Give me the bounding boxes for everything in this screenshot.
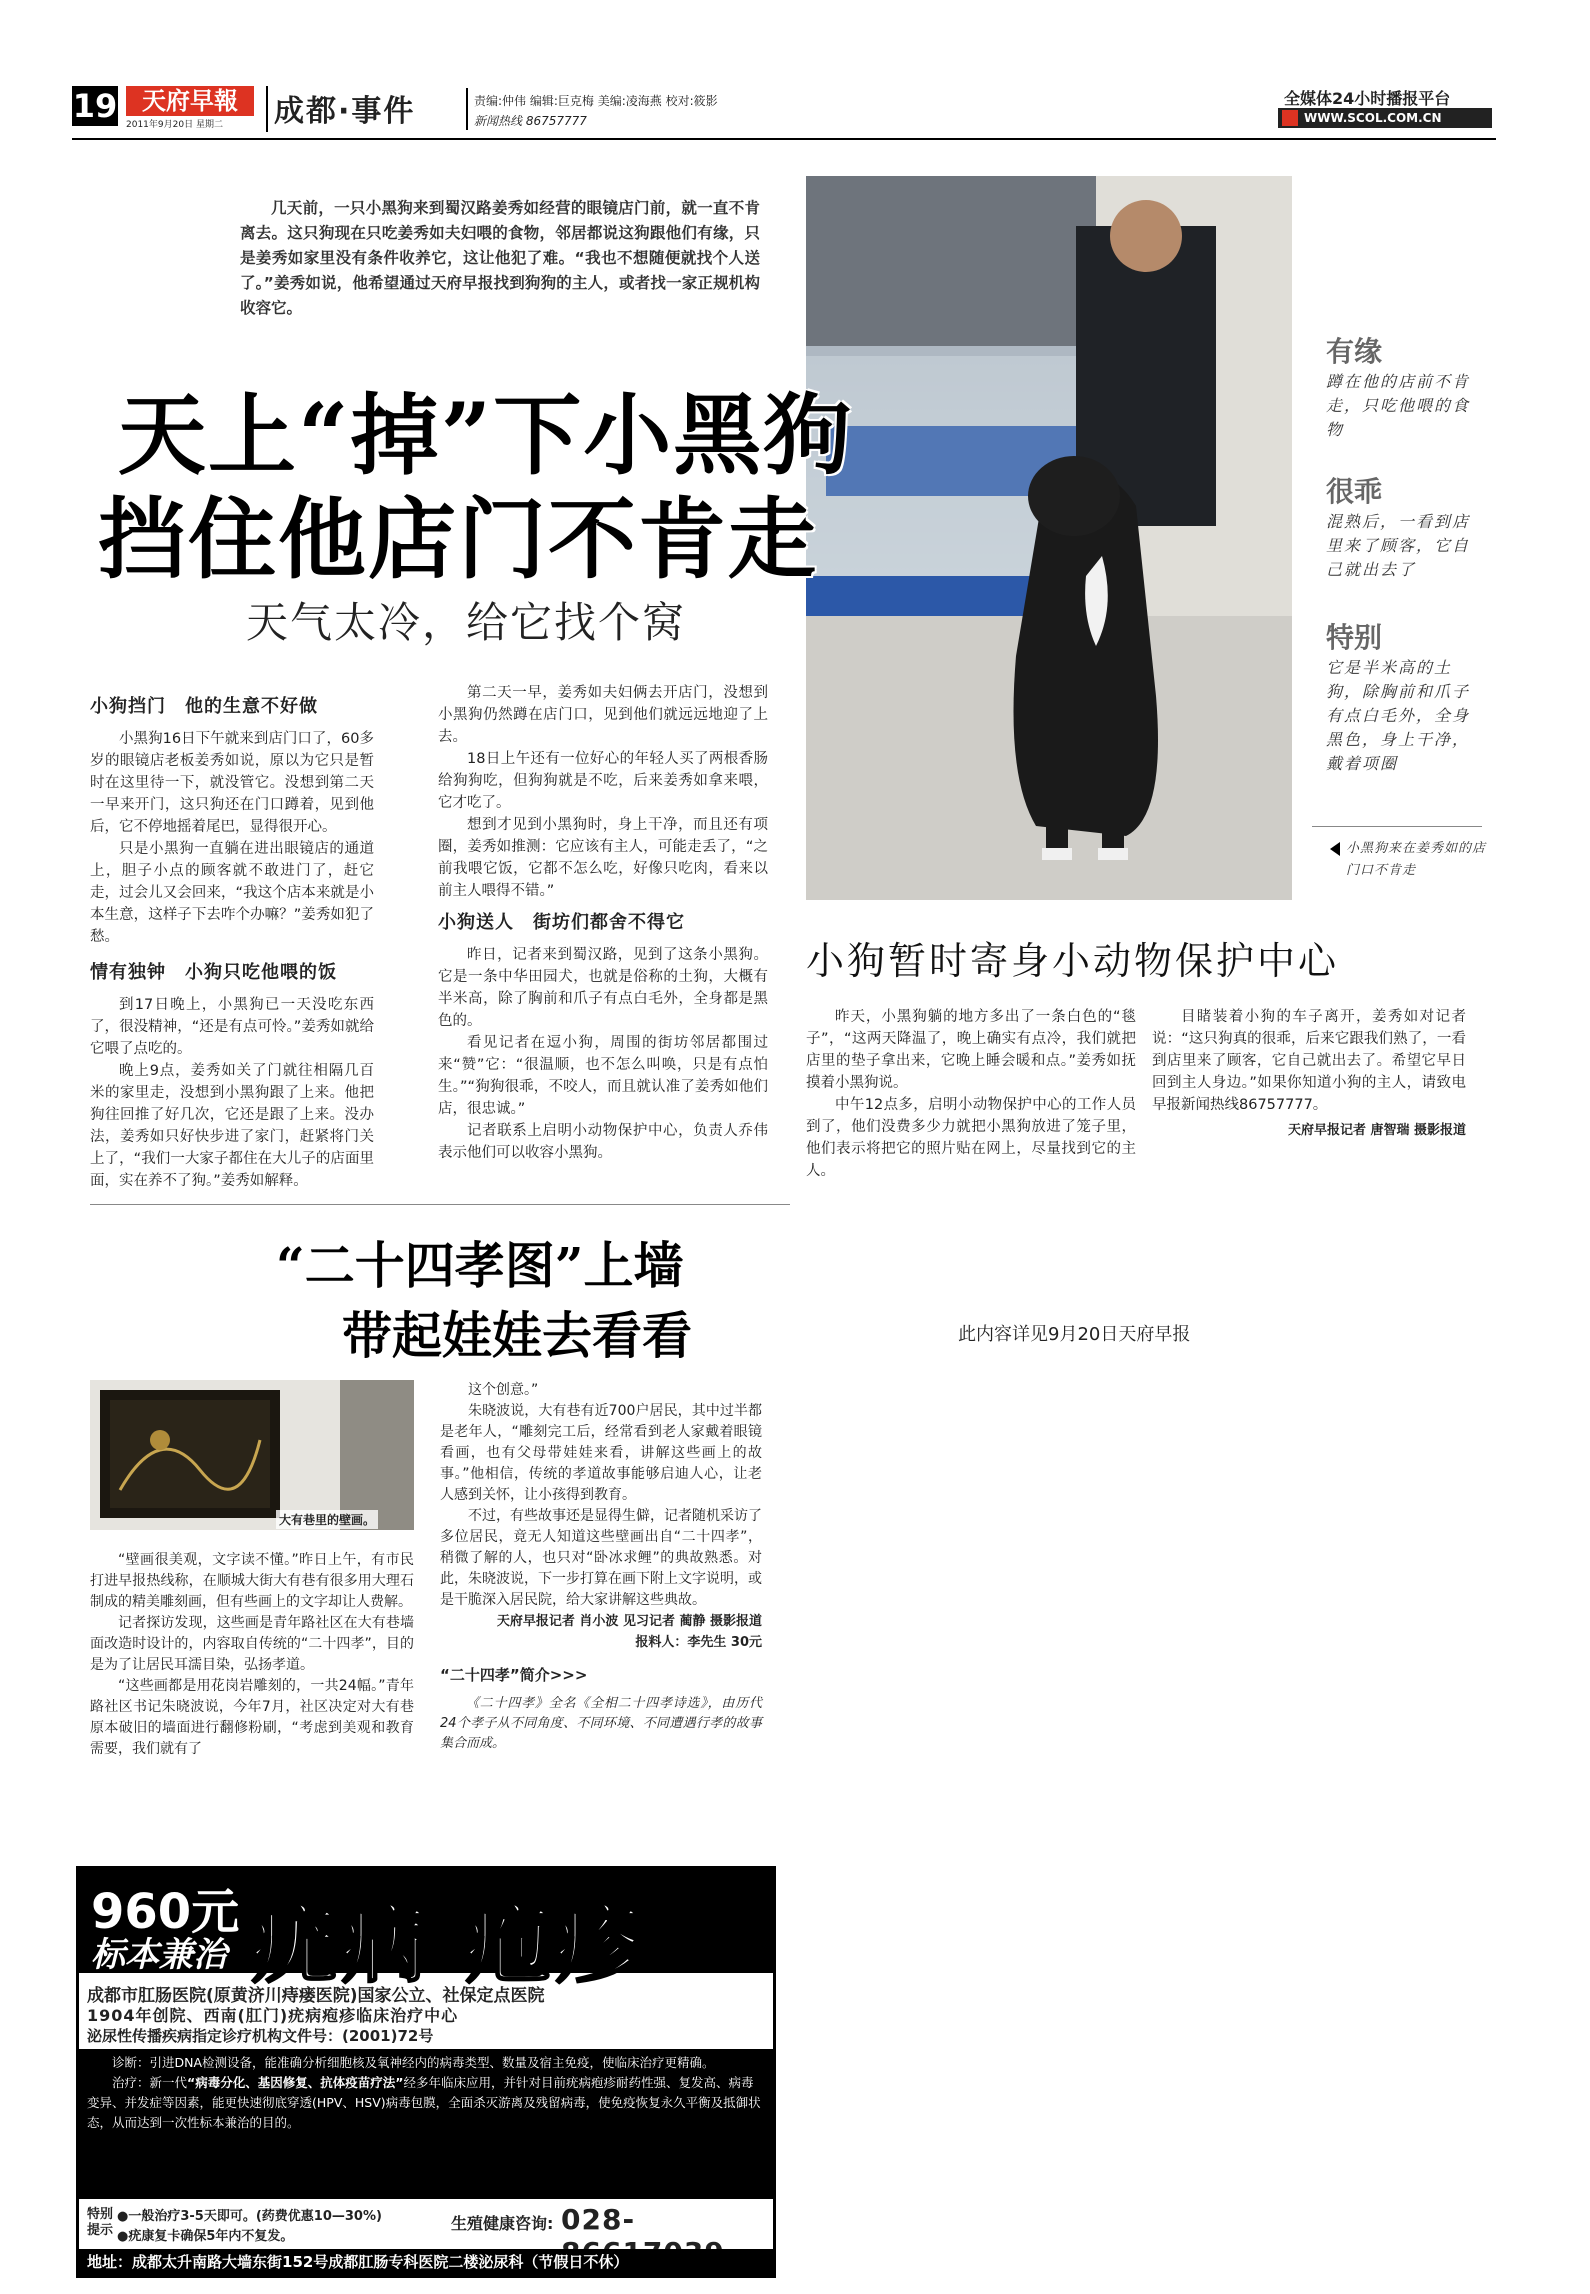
newspaper-logo: 天府早報 xyxy=(126,86,254,116)
story2-headline-2: 带起娃娃去看看 xyxy=(342,1306,692,1365)
story1-subheadline: 天气太冷，给它找个窝 xyxy=(246,598,687,647)
header-rule xyxy=(72,138,1496,140)
sidebar-text: 混熟后，一看到店里来了顾客，它自己就出去了 xyxy=(1326,512,1471,579)
sidebar-text: 它是半米高的土狗，除胸前和爪子有点白毛外，全身黑色，身上干净，戴着项圈 xyxy=(1326,658,1471,773)
ad-special-label: 特别 提示 xyxy=(87,2207,114,2238)
section-heading: 情有独钟 小狗只吃他喂的饭 xyxy=(90,962,337,983)
dog-shop-photo xyxy=(806,176,1292,900)
story1-lead: 几天前，一只小黑狗来到蜀汉路姜秀如经营的眼镜店门前，就一直不肯离去。这只狗现在只吃姜秀如夫妇喂的食物，邻居都说这狗跟他们有缘，只是姜秀如家里没有条件收养它，这让他犯了难。“我也不想随便就找个人送了。”姜秀如说，他希望通过天府早报找到狗狗的主人，或者找一家正规机构收容它。 xyxy=(240,199,760,317)
tipster-credit: 报料人：李先生 30元 xyxy=(635,1635,762,1650)
mural-photo xyxy=(90,1380,414,1530)
ad-license: 泌尿性传播疾病指定诊疗机构文件号：(2001)72号 xyxy=(87,2027,434,2045)
ad-info-box xyxy=(79,2049,773,2199)
sidebar-special xyxy=(1326,616,1486,776)
ad-phone[interactable]: 028- xyxy=(561,2203,636,2236)
ad-slogan: 标本兼治 xyxy=(91,1935,227,1975)
section-heading: 小狗挡门 他的生意不好做 xyxy=(90,696,318,717)
story2-column-1: “壁画很美观，文字读不懂。”昨日上午，有市民打进早报热线称，在顺城大街大有巷有很多用大理石制成的精美雕刻画，但有些画上的文字却让人费解。 记者探访发现，这些画是青年路社区在大有巷墙面改造时设计的，内容取自传统的“二十四孝”，目的是为了让居民耳濡目染，弘扬孝道。 “这些画都是用花岗岩雕刻的，一共24幅。”青年路社区书记朱晓波说，今年7月，社区决定对大有巷原本破旧的墙面进行翻修粉刷，“考虑到美观和教育需要，我们就有了 xyxy=(90,1552,414,1757)
sidebar-title: 很乖 xyxy=(1326,475,1383,508)
ad-address: 地址：成都太升南路大墙东街152号成都肛肠专科医院二楼泌尿科（节假日不休） xyxy=(79,2249,773,2275)
sidebar-well-behaved xyxy=(1326,470,1486,582)
story2-column-2: 这个创意。” 朱晓波说，大有巷有近700户居民，其中过半都是老年人，“雕刻完工后，经常看到老人家戴着眼镜看画，也有父母带娃娃来看，讲解这些画上的故事。”他相信，传统的孝道故事能够启迪人心，让老人感到关怀，让小孩得到教育。 不过，有些故事还是显得生僻，记者随机采访了多位居民，竟无人知道这些壁画出自“二十四孝”，稍微了解的人，也只对“卧冰求鲤”的典故熟悉。对此，朱晓波说，下一步打算在画下附上文字说明，或是干脆深入居民院，给大家讲解这些典故。 天府早报记者 肖小波 见习记者 蔺静 摄影报道 报料人：李先生 30元 “二十四孝”简介>>> 《二十四孝》全名《全相二十四孝诗选》，由历代24个孝子从不同角度、不同环境、不同遭遇行孝的故事集合而成。 xyxy=(440,1380,762,1754)
story-divider xyxy=(90,1204,790,1205)
ad-special-2: ●疣康复卡确保5年内不复发。 xyxy=(117,2229,294,2244)
follow-up-column-1: 昨天，小黑狗躺的地方多出了一条白色的“毯子”，“这两天降温了，晚上确实有点冷，我们就把店里的垫子拿出来，它晚上睡会暖和点。”姜秀如抚摸着小黑狗说。 中午12点多，启明小动物保护中心的工作人员到了，他们没费多少力就把小黑狗放进了笼子里，他们表示将把它的照片贴在网上，尽量找到它的主人。 xyxy=(806,1009,1136,1179)
photo-caption-arrow-icon xyxy=(1330,842,1340,856)
sidebar-title: 有缘 xyxy=(1326,335,1383,368)
byline: 天府早报记者 肖小波 见习记者 蔺静 摄影报道 xyxy=(496,1614,762,1629)
edition-note: 此内容详见9月20日天府早报 xyxy=(958,1324,1191,1345)
platform-slogan: 全媒体24小时播报平台 xyxy=(1284,89,1451,108)
header-divider xyxy=(266,86,268,132)
ad-hospital: 成都市肛肠医院(原黄济川痔瘘医院)国家公立、社保定点医院 xyxy=(87,1986,545,2006)
ad-treatment: 治疗：新一代“病毒分化、基因修复、抗体疫苗疗法”经多年临床应用，并针对目前疣病疱疹耐药性强、复发高、病毒变异、并发症等因素，能更快速彻底穿透(HPV、HSV)病毒包膜，全面杀灭游离及残留病毒，使免疫恢复永久平衡及抵御状态，从而达到一次性标本兼治的目的。 xyxy=(87,2075,761,2130)
ad-diagnosis: 诊断：引进DNA检测设备，能准确分析细胞核及氧神经内的病毒类型、数量及宿主免疫，使临床治疗更精确。 xyxy=(112,2055,715,2070)
intro-text: 《二十四孝》全名《全相二十四孝诗选》，由历代24个孝子从不同角度、不同环境、不同遭遇行孝的故事集合而成。 xyxy=(440,1696,762,1751)
ad-big-title: 疣病 疱疹 xyxy=(251,1894,645,1995)
story1-headline-2: 挡住他店门不肯走 xyxy=(98,487,819,591)
sidebar-rule xyxy=(1312,826,1482,827)
section-title: 成都·事件 xyxy=(274,94,416,129)
follow-up-column-2: 目睹装着小狗的车子离开，姜秀如对记者说：“这只狗真的很乖，后来它跟我们熟了，一看到店里来了顾客，它自己就出去了。希望它早日回到主人身边。”如果你知道小狗的主人，请致电早报新闻热线86757777。 天府早报记者 唐智瑞 摄影报道 xyxy=(1152,1006,1466,1142)
story1-headline-1: 天上“掉”下小黑狗 xyxy=(118,383,854,487)
byline: 天府早报记者 唐智瑞 摄影报道 xyxy=(1287,1123,1466,1138)
story1-column-1: 小狗挡门 他的生意不好做 小黑狗16日下午就来到店门口了，60多岁的眼镜店老板姜秀如说，原以为它只是暂时在这里待一下，就没管它。没想到第二天一早来开门，这只狗还在门口蹲着，见到他后，它不停地摇着尾巴，显得很开心。 只是小黑狗一直躺在进出眼镜店的通道上，胆子小点的顾客就不敢进门了，赶它走，过会儿又会回来，“我这个店本来就是小本生意，这样子下去咋个办嘛？”姜秀如犯了愁。 情有独钟 小狗只吃他喂的饭 到17日晚上，小黑狗已一天没吃东西了，很没精神，“还是有点可怜。”姜秀如就给它喂了点吃的。 晚上9点，姜秀如关了门就往相隔几百米的家里走，没想到小黑狗跟了上来。他把狗往回推了好几次，它还是跟了上来。没办法，姜秀如只好快步进了家门，赶紧将门关上了，“我们一大家子都住在大儿子的店面里面，实在养不了狗。”姜秀如解释。 xyxy=(90,696,374,1189)
page-number: 19 xyxy=(72,87,118,125)
section-heading: 小狗送人 街坊们都舍不得它 xyxy=(438,912,685,933)
ad-founded: 1904年创院、西南(肛门)疣病疱疹临床治疗中心 xyxy=(87,2006,459,2025)
story2-headline-1: “二十四孝图”上墙 xyxy=(276,1236,684,1295)
advertisement xyxy=(76,1866,776,2278)
site-url[interactable]: WWW.SCOL.COM.CN xyxy=(1304,111,1442,125)
site-logo-icon xyxy=(1282,110,1298,126)
ad-price: 960元 xyxy=(91,1884,240,1940)
mural-photo-caption: 大有巷里的壁画。 xyxy=(276,1510,378,1529)
sidebar-title: 特别 xyxy=(1326,621,1383,654)
follow-up-headline: 小狗暂时寄身小动物保护中心 xyxy=(806,939,1340,983)
issue-date: 2011年9月20日 星期二 xyxy=(126,120,223,130)
sidebar-fate xyxy=(1326,330,1486,442)
sidebar-text: 蹲在他的店前不肯走，只吃他喂的食物 xyxy=(1326,372,1471,439)
ad-phone-label: 生殖健康咨询: xyxy=(451,2214,554,2233)
story1-column-2: 第二天一早，姜秀如夫妇俩去开店门，没想到小黑狗仍然蹲在店门口，见到他们就远远地迎了上去。 18日上午还有一位好心的年轻人买了两根香肠给狗狗吃，但狗狗就是不吃，后来姜秀如拿来喂，它才吃了。 想到才见到小黑狗时，身上干净，而且还有项圈，姜秀如推测：它应该有主人，可能走丢了，“之前我喂它饭，它都不怎么吃，好像只吃肉，看来以前主人喂得不错。” 小狗送人 街坊们都舍不得它 昨日，记者来到蜀汉路，见到了这条小黑狗。它是一条中华田园犬，也就是俗称的土狗，大概有半米高，除了胸前和爪子有点白毛外，全身都是黑色的。 看见记者在逗小狗，周围的街坊邻居都围过来“赞”它：“很温顺，也不怎么叫唤，只是有点怕生。”“狗狗很乖，不咬人，而且就认准了姜秀如他们店，很忠诚。” 记者联系上启明小动物保护中心，负责人乔伟表示他们可以收容小黑狗。 xyxy=(438,685,768,1161)
editor-credits: 责编:仲伟 编辑:巨克梅 美编:凌海燕 校对:筱影 xyxy=(474,94,718,108)
intro-heading: “二十四孝”简介>>> xyxy=(440,1666,588,1684)
header-divider-2 xyxy=(466,88,468,130)
news-hotline: 新闻热线 86757777 xyxy=(474,114,587,128)
ad-special-1: ●一般治疗3-5天即可。(药费优惠10—30%) xyxy=(117,2209,382,2224)
photo-caption: 小黑狗来在姜秀如的店门口不肯走 xyxy=(1346,841,1487,878)
